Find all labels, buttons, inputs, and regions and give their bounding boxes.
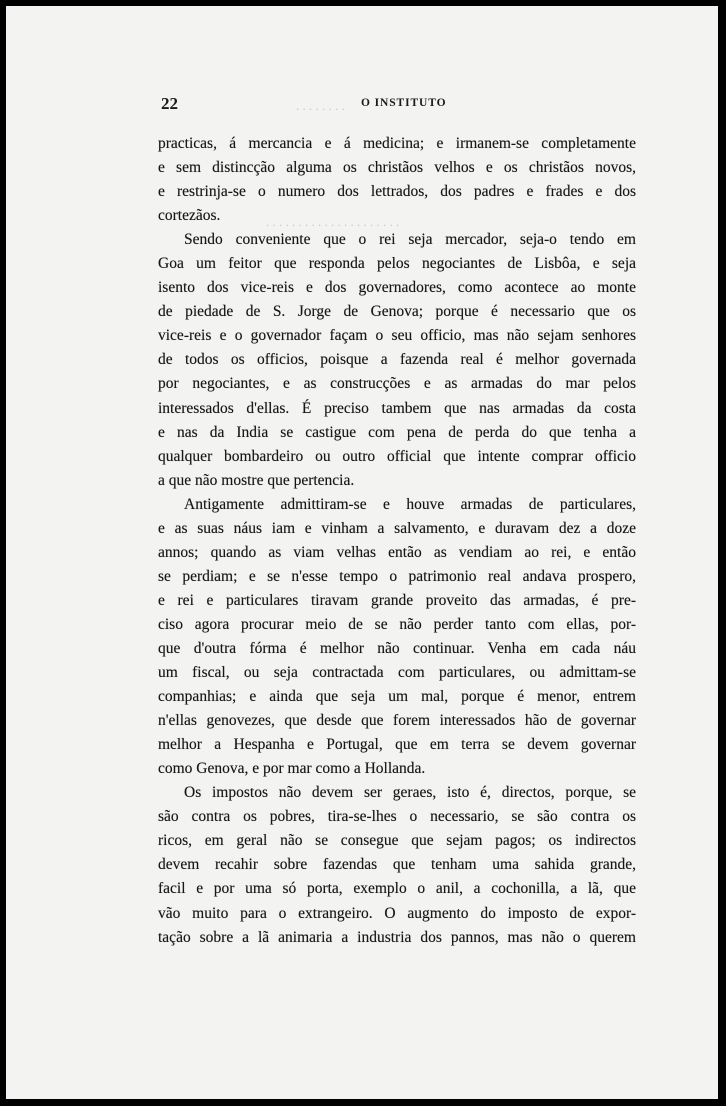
text-line: e nas da India se castigue com pena de perda do que tenha a [158,423,636,441]
text-line: como Genova, e por mar como a Hollanda. [158,760,426,778]
text-line: isento dos vice-reis e dos governadores, como acontece ao monte [158,279,636,297]
text-line: são contra os pobres, tira-se-lhes o necessario, se são contra os [158,808,636,826]
text-line: ciso agora procurar meio de se não perder tanto com ellas, por- [158,615,636,633]
page-header [161,94,636,118]
text-line: vice-reis e o governador façam o seu officio, mas não sejam senhores [158,327,636,345]
text-line: tação sobre a lã animaria a industria dos pannos, mas não o querem [158,928,636,946]
bleed-through-header: . . . . . . . . [296,98,345,113]
text-line: Antigamente admittiram-se e houve armadas de particulares, [184,495,636,513]
text-line: que d'outra fórma é melhor não continuar. Venha em cada náu [158,639,636,657]
text-line: Os impostos não devem ser geraes, isto é, directos, porque, se [184,784,636,802]
text-line: cortezãos. [158,207,221,225]
text-line: companhias; e ainda que seja um mal, porque é menor, entrem [158,688,636,706]
text-line: qualquer bombardeiro ou outro official que intente comprar officio [158,447,636,465]
text-line: por negociantes, e as construcções e as armadas do mar pelos [158,375,636,393]
text-line: e rei e particulares tiravam grande proveito das armadas, é pre- [158,591,636,609]
body-text [158,132,636,950]
book-page [6,6,718,1099]
text-line: ricos, em geral não se consegue que sejam pagos; os indirectos [158,832,636,850]
text-line: n'ellas genovezes, que desde que forem interessados hão de governar [158,712,636,730]
bleed-through-text: . . . . . . . . . . . . . . . . . . . . . [266,214,400,229]
page-number: 22 [161,94,178,113]
text-line: practicas, á mercancia e á medicina; e irmanem-se completamente [158,135,636,152]
text-line: se perdiam; e se n'esse tempo o patrimonio real andava prospero, [158,567,636,585]
text-line: a que não mostre que pertencia. [158,471,355,489]
text-line: interessados d'ellas. É preciso tambem que nas armadas da costa [158,399,636,417]
text-line: facil e por uma só porta, exemplo o anil, a cochonilla, a lã, que [158,880,636,898]
text-line: de todos os officios, poisque a fazenda real é melhor governada [158,351,636,369]
text-line: vão muito para o extrangeiro. O augmento do imposto de expor- [158,904,636,922]
text-line: de piedade de S. Jorge de Genova; porque é necessario que os [158,303,636,321]
text-line: annos; quando as viam velhas então as vendiam ao rei, e então [158,543,636,561]
text-line: um fiscal, ou seja contractada com particulares, ou admittam-se [158,664,636,682]
text-line: Goa um feitor que responda pelos negociantes de Lisbôa, e seja [158,255,636,273]
running-title: O INSTITUTO [361,97,447,109]
text-line: Sendo conveniente que o rei seja mercador, seja-o tendo em [184,231,636,249]
text-line: e as suas náus iam e vinham a salvamento, e duravam dez a doze [158,519,636,537]
text-line: e restrinja-se o numero dos lettrados, dos padres e frades e dos [158,183,636,201]
text-line: melhor a Hespanha e Portugal, que em terra se devem governar [158,736,636,754]
text-line: devem recahir sobre fazendas que tenham uma sahida grande, [158,856,636,874]
text-line: e sem distincção alguma os christãos velhos e os christãos novos, [158,159,636,177]
